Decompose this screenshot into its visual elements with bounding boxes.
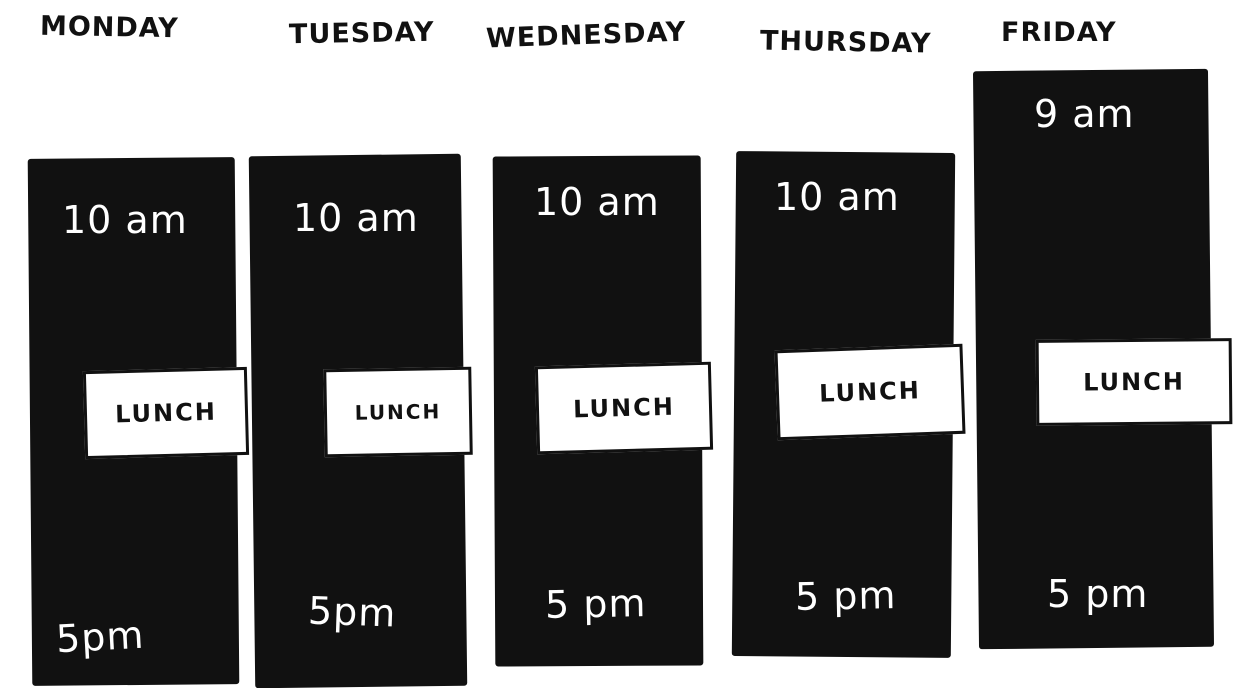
start-time-friday: 9 am — [1034, 92, 1135, 136]
lunch-box-thursday: LUNCH — [774, 344, 965, 441]
day-label-wednesday: WEDNESDAY — [485, 16, 687, 55]
day-label-friday: FRIDAY — [1001, 17, 1117, 48]
day-label-thursday: THURSDAY — [759, 25, 932, 60]
end-time-wednesday: 5 pm — [544, 581, 647, 627]
start-time-wednesday: 10 am — [534, 180, 660, 224]
end-time-thursday: 5 pm — [794, 573, 897, 619]
lunch-box-monday: LUNCH — [83, 367, 249, 459]
lunch-box-wednesday: LUNCH — [535, 362, 713, 455]
start-time-monday: 10 am — [62, 198, 188, 242]
day-label-monday: MONDAY — [39, 10, 179, 45]
start-time-tuesday: 10 am — [293, 196, 419, 240]
lunch-box-friday: LUNCH — [1036, 338, 1233, 426]
lunch-box-tuesday: LUNCH — [323, 367, 473, 458]
end-time-monday: 5pm — [54, 612, 146, 662]
day-label-tuesday: TUESDAY — [288, 16, 435, 51]
end-time-friday: 5 pm — [1047, 572, 1149, 616]
end-time-tuesday: 5pm — [307, 588, 398, 636]
start-time-thursday: 10 am — [774, 175, 900, 219]
